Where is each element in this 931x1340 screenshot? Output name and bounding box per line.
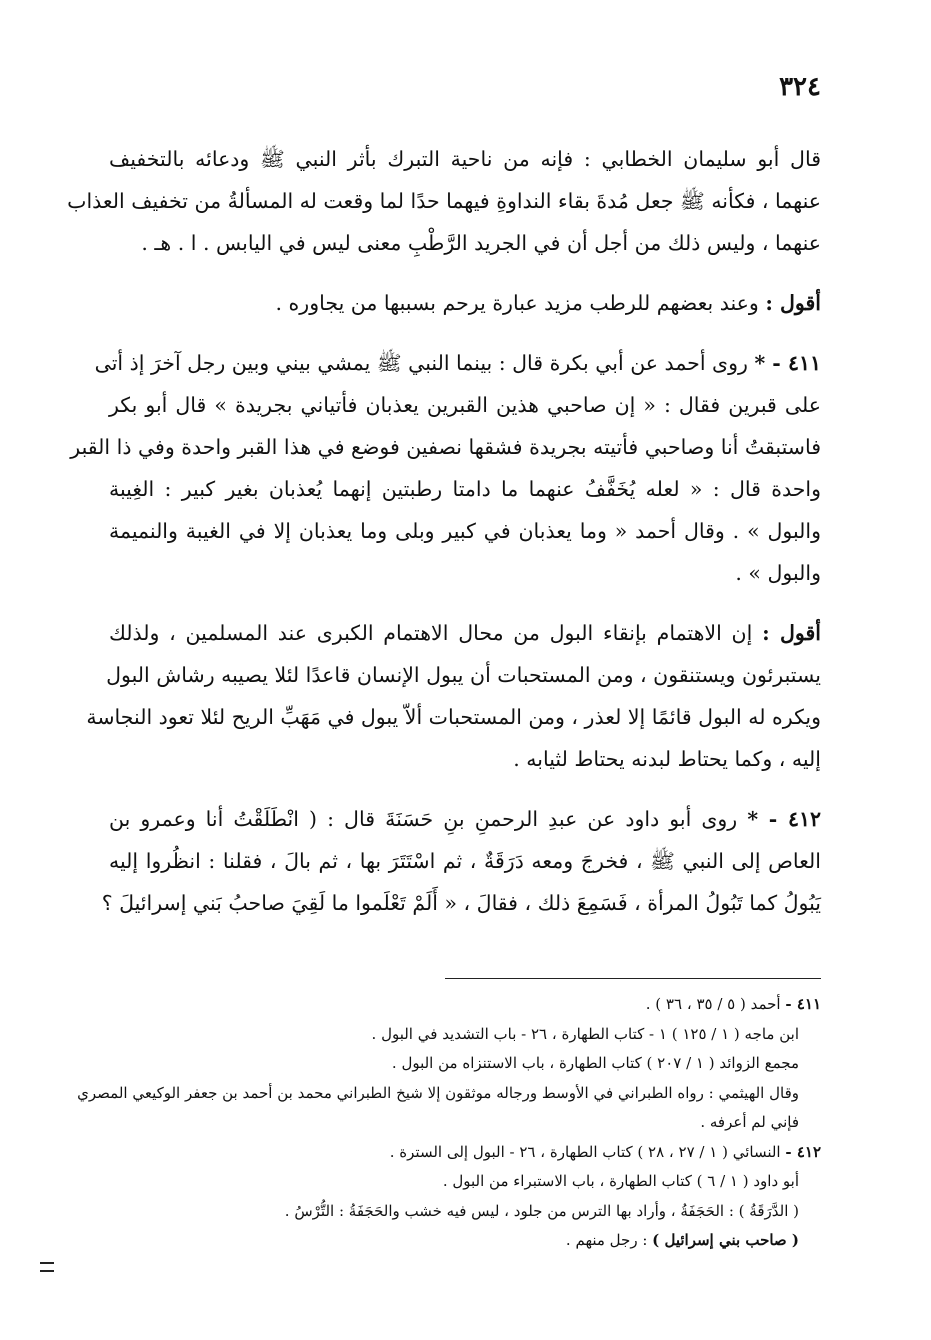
paragraph-commentary-2 — [86, 612, 821, 780]
text-line: يَبُولُ كما تَبُولُ المرأة ، فَسَمِعَ ذلك ، فقالَ ، « أَلَمْ تَعْلَموا ما لَقِيَ صاحبُ بَني إسرائيلَ ؟ — [101, 891, 821, 915]
text-run: وعند بعضهم للرطب مزيد عبارة يرحم بسببها من يجاوره . — [275, 291, 759, 315]
footnote-line — [109, 1138, 821, 1168]
footnote-line: وقال الهيثمي : رواه الطبراني في الأوسط ورجاله موثقون إلا شيخ الطبراني محمد بن أحمد بن جعفر الوكيعي المصري — [77, 1083, 799, 1102]
footnote-number: ٤١١ - — [785, 995, 821, 1013]
text-line: والبول » . — [735, 561, 821, 585]
text-line: قال أبو سليمان الخطابي : فإنه من ناحية التبرك بأثر النبي ﷺ ودعائه بالتخفيف — [109, 147, 821, 171]
text-run: روى أحمد عن أبي بكرة قال : بينما النبي ﷺ يمشي بيني وبين رجل آخرَ إذ أتى — [94, 351, 748, 375]
footnote-line: فإني لم أعرفه . — [700, 1113, 799, 1131]
footnotes — [77, 990, 821, 1256]
text-line — [94, 342, 821, 384]
text-run: روى أبو داود عن عبدِ الرحمنِ بنِ حَسَنَةَ قال : ( انْطَلَقْتُ أنا وعمرو بن — [109, 807, 738, 831]
footnote-line — [109, 990, 821, 1020]
footnote-line: أبو داود ( ١ / ٦ ) كتاب الطهارة ، باب الاستبراء من البول . — [442, 1172, 799, 1190]
footnote-text: : رجل منهم . — [565, 1231, 653, 1249]
footnote-line — [109, 1226, 821, 1256]
paragraph-hadith-411 — [70, 342, 821, 594]
footnote-term: ( صاحب بني إسرائيل ) — [652, 1231, 799, 1249]
footnote-line: ( الدَّرَقَةُ ) : الحَجَفَةُ ، وأراد بها الترس من جلود ، ليس فيه خشب والحَجَفَةُ : التُّرْسُ . — [284, 1201, 799, 1220]
page-number: ٣٢٤ — [779, 72, 821, 102]
footnote-text: النسائي ( ١ / ٢٧ ، ٢٨ ) كتاب الطهارة ، ٢٦ - البول إلى السترة . — [389, 1142, 781, 1161]
footnote-number: ٤١٢ - — [785, 1142, 821, 1161]
hadith-number: ٤١١ - * — [754, 351, 821, 375]
paragraph-lead: أقول : — [762, 621, 821, 645]
paragraph-khattabi — [67, 138, 821, 264]
text-line — [109, 282, 821, 324]
text-line: إليه ، وكما يحتاط لبدنه يحتاط لثيابه . — [513, 747, 821, 771]
footnote-separator — [445, 978, 821, 979]
text-line: فاستبقتُ أنا وصاحبي فأتيته بجريدة فشقها نصفين فوضع في هذا القبر واحدة وفي ذا القبر — [70, 435, 821, 459]
hadith-number: ٤١٢ - * — [747, 807, 821, 831]
footnote-line: مجمع الزوائد ( ١ / ٢٠٧ ) كتاب الطهارة ، باب الاستنزاه من البول . — [391, 1054, 799, 1072]
text-run: إن الاهتمام بإنقاء البول من محال الاهتمام الكبرى عند المسلمين ، ولذلك — [109, 621, 753, 645]
paragraph-lead: أقول : — [765, 291, 821, 315]
paragraph-commentary-1 — [109, 282, 821, 324]
text-line: والبول » . وقال أحمد « وما يعذبان في كبير وبلى وما يعذبان إلا في الغيبة والنميمة — [109, 519, 821, 543]
footnote-line: ابن ماجه ( ١ / ١٢٥ ) ١ - كتاب الطهارة ، ٢٦ - باب التشديد في البول . — [371, 1024, 799, 1043]
paragraph-hadith-412 — [101, 798, 821, 924]
text-line: واحدة قال : « لعله يُخَفَّفُ عنهما ما دامتا رطبتين إنهما يُعذبان بغير كبير : الغِيبة — [109, 477, 821, 501]
text-line — [109, 612, 821, 654]
text-line: يستبرئون ويستنقون ، ومن المستحبات أن يبول الإنسان قاعدًا لئلا يصيبه رشاش البول — [106, 663, 821, 687]
text-line: العاص إلى النبي ﷺ ، فخرجَ ومعه دَرَقَةٌ ، ثم اسْتَتَرَ بها ، ثم بالَ ، فقلنا : انظُروا إليه — [109, 849, 821, 873]
footnote-text: أحمد ( ٥ / ٣٥ ، ٣٦ ) . — [645, 995, 781, 1013]
margin-mark — [40, 1262, 54, 1272]
text-line: عنهما ، فكأنه ﷺ جعل مُدةَ بقاء النداوةِ فيهما حدًا لما وقعت له المسألةُ من تخفيف العذاب — [67, 189, 821, 213]
main-text — [67, 138, 821, 942]
text-line: ويكره له البول قائمًا إلا لعذر ، ومن المستحبات ألاّ يبول في مَهَبِّ الريح لئلا تعود النجاسة — [86, 705, 821, 729]
text-line — [109, 798, 821, 840]
text-line: على قبرين فقال : « إن صاحبي هذين القبرين يعذبان فأتياني بجريدة » قال أبو بكر — [109, 393, 821, 417]
text-line: عنهما ، وليس ذلك من أجل أن في الجريد الرَّطْبِ معنى ليس في اليابس . ا . هـ . — [141, 231, 821, 255]
